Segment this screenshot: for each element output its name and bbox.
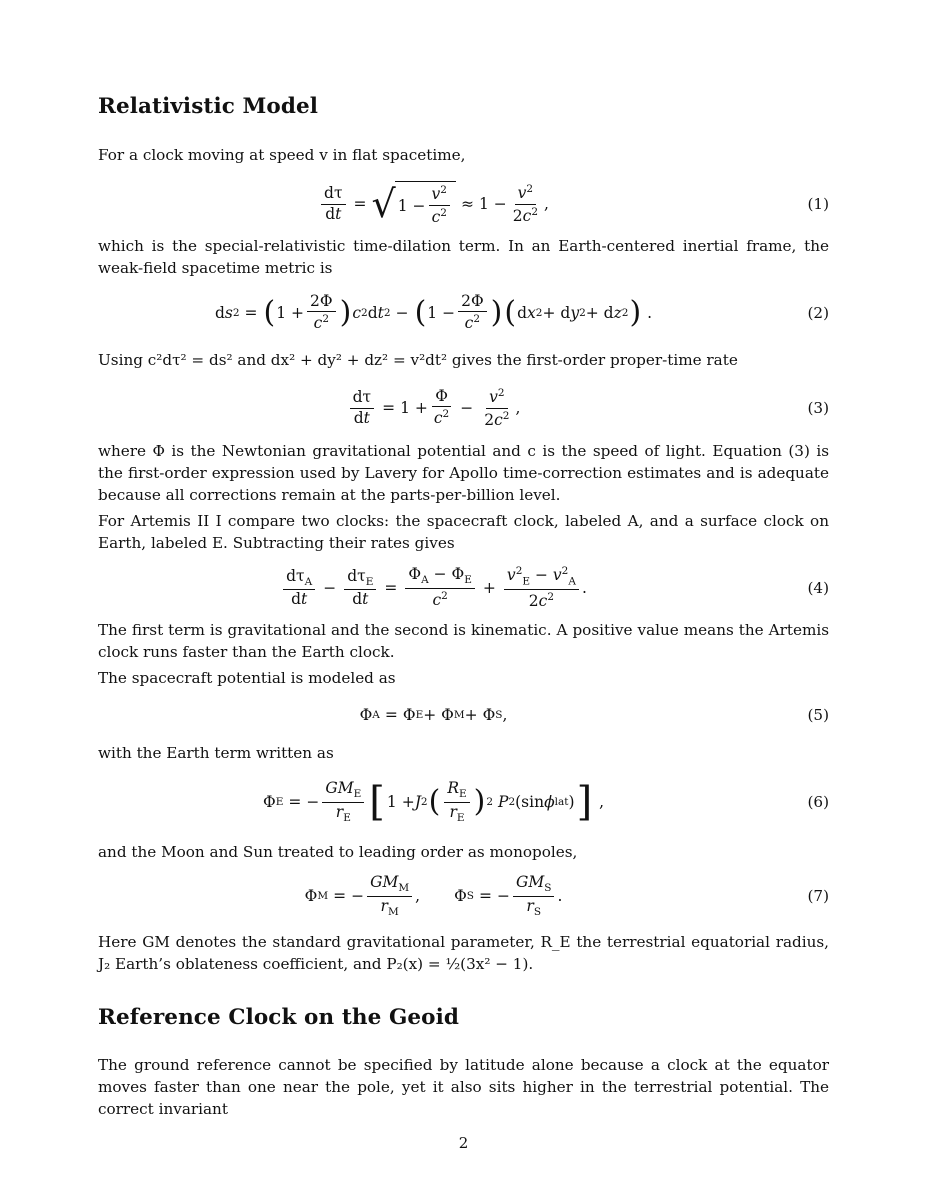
equation-1 [98, 176, 829, 232]
equation-4-math: $d\tau_A$ dt − $d\tau_E$ dt = $\frac{\Phi_A - \Phi_E}{c^2}$ + $\frac{v^2_E - v^2_A}{2c^2}$ . [98, 560, 769, 616]
equation-3-math: $\frac{d\tau}{dt}$ = 1 + $\frac{\Phi}{c^2}$ − $\frac{v^2}{2c^2}$ , [98, 380, 769, 436]
equation-5-math: Φ A = Φ E + Φ M + Φ S , [359, 706, 508, 724]
equation-number-5: (5) [807, 706, 829, 724]
equation-number-3: (3) [807, 399, 829, 417]
equation-4 [98, 560, 829, 616]
paragraph-6: The first term is gravitational and the second is kinematic. A positive value means the Artemis clock runs faster than the Earth clock. [98, 621, 829, 661]
equation-number-6: (6) [807, 793, 829, 811]
paragraph-8: with the Earth term written as [98, 744, 334, 762]
equation-3 [98, 380, 829, 436]
equation-number-1: (1) [807, 195, 829, 213]
equation-number-7: (7) [807, 887, 829, 905]
paragraph-1: For a clock moving at speed v in flat spacetime, [98, 146, 466, 164]
equation-2-math: d s 2 = ( 1 + 2Φ $c^2$ ) c 2 d t 2 − ( 1 − 2Φ $c^2$ ) ( d x 2 + d y 2 + d z 2 ) . [214, 291, 653, 333]
equation-6 [98, 770, 829, 834]
equation-1-math: $\frac{d\tau}{dt}$ = √ 1 − $v^2$ $c^2$ ≈ 1 − $\frac{v^2}{2c^2}$ , [98, 176, 769, 232]
section-heading-relativistic-model: Relativistic Model [98, 94, 319, 119]
equation-7 [98, 868, 829, 924]
section-heading-reference-clock: Reference Clock on the Geoid [98, 1005, 460, 1030]
paragraph-5: For Artemis II I compare two clocks: the spacecraft clock, labeled A, and a surface clock on Earth, labeled E. Subtracting their rates gives [98, 512, 829, 552]
paragraph-11: The ground reference cannot be specified by latitude alone because a clock at the equator moves faster than one near the pole, yet it also sits higher in the terrestrial potential. The correct invariant [98, 1056, 829, 1118]
paragraph-7: The spacecraft potential is modeled as [98, 669, 396, 687]
page-number: 2 [458, 1134, 469, 1152]
equation-7-math: Φ M = − $GM_M$ $r_M$ , Φ S = − $GM_S$ $r_S$ . [304, 873, 563, 918]
paragraph-2: which is the special-relativistic time-dilation term. In an Earth-centered inertial frame, the weak-field spacetime metric is [98, 237, 829, 277]
paragraph-3: Using c²dτ² = ds² and dx² + dy² + dz² = v²dt² gives the first-order proper-time rate [98, 351, 738, 369]
equation-number-2: (2) [807, 304, 829, 322]
equation-2 [98, 285, 829, 341]
equation-number-4: (4) [807, 579, 829, 597]
equation-5 [98, 689, 829, 741]
paragraph-10: Here GM denotes the standard gravitational parameter, R_E the terrestrial equatorial radius, J₂ Earth’s oblateness coefficient, and P₂(x) = ½(3x² − 1). [98, 933, 829, 973]
paragraph-9: and the Moon and Sun treated to leading order as monopoles, [98, 843, 578, 861]
paragraph-4: where Φ is the Newtonian gravitational potential and c is the speed of light. Equation (3) is the first-order expression used by Lavery for Apollo time-correction estimates and is adequate because all corrections remain at the parts-per-billion level. [98, 442, 829, 504]
equation-6-math: Φ E = − $GM_E$ $r_E$ [ 1 + J 2 ( $R_E$ $r_E$ ) 2 P 2 (sin ϕ lat ) ] , [262, 779, 605, 825]
